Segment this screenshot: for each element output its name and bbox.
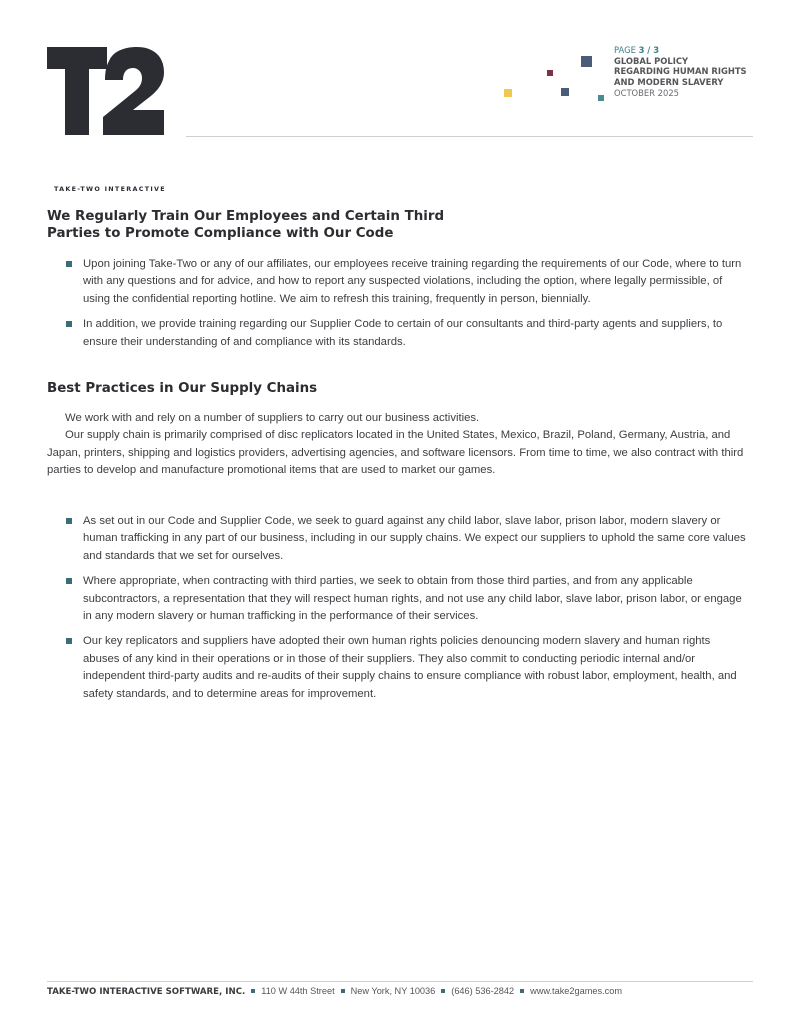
- footer: [47, 986, 622, 997]
- header-divider: [186, 136, 753, 137]
- decor-square-slate-small: [561, 88, 569, 96]
- list-item: Upon joining Take-Two or any of our affiliates, our employees receive training regarding the requirements of our Code, where to turn with any questions and for advice, and how to report any suspected violations, including the option, where legally permissible, of using the confidential reporting hotline. We aim to refresh this training, frequently in person, biennially.: [66, 256, 746, 308]
- footer-city: New York, NY 10036: [350, 986, 436, 996]
- page-number: 3 / 3: [638, 45, 660, 55]
- logo-subtitle: TAKE-TWO INTERACTIVE: [54, 185, 166, 193]
- list-item: In addition, we provide training regarding our Supplier Code to certain of our consultants and third-party agents and suppliers, to ensure their understanding of and compliance with its standards.: [66, 316, 746, 351]
- footer-divider: [47, 981, 753, 982]
- page-meta: [614, 45, 747, 99]
- supply-chain-bullet-list: [66, 513, 746, 711]
- decor-square-slate-large: [581, 56, 592, 67]
- section-heading-supply-chains: Best Practices in Our Supply Chains: [47, 381, 318, 396]
- paragraph: Our supply chain is primarily comprised of disc replicators located in the United States, Mexico, Brazil, Poland, Germany, Austria, and Japan, printers, shipping and logistics providers, advertising agencies, and software licensors. From time to time, we also contract with third parties to develop and manufacture promotional items that are used to market our games.: [47, 429, 744, 477]
- footer-company: TAKE-TWO INTERACTIVE SOFTWARE, INC.: [47, 987, 246, 997]
- decor-square-teal: [598, 95, 604, 101]
- supply-chain-paragraphs: [47, 410, 747, 480]
- decor-square-gold: [504, 89, 512, 97]
- separator-icon: [441, 989, 445, 993]
- document-title-line-1: GLOBAL POLICY: [614, 55, 689, 66]
- decor-square-maroon: [547, 70, 553, 76]
- section-heading-training: We Regularly Train Our Employees and Certain Third Parties to Promote Compliance with Our Code: [47, 209, 445, 241]
- document-title-line-2: REGARDING HUMAN RIGHTS: [614, 66, 747, 77]
- t2-logo-icon: [47, 47, 165, 135]
- document-date: OCTOBER 2025: [614, 88, 679, 99]
- training-bullet-list: [66, 256, 746, 359]
- footer-website-link[interactable]: www.take2games.com: [530, 986, 623, 996]
- separator-icon: [251, 989, 255, 993]
- separator-icon: [520, 989, 524, 993]
- list-item: Where appropriate, when contracting with third parties, we seek to obtain from those third parties, and from any applicable subcontractors, a representation that they will respect human rights, and not use any child labor, slave labor, prison labor, or engage in any modern slavery or human trafficking in the performance of their services.: [66, 573, 746, 625]
- list-item: As set out in our Code and Supplier Code, we seek to guard against any child labor, slave labor, prison labor, modern slavery or human trafficking in any part of our business, including in our supply chains. We expect our suppliers to uphold the same core values and standards that we set for ourselves.: [66, 513, 746, 565]
- list-item: Our key replicators and suppliers have adopted their own human rights policies denouncing modern slavery and human rights abuses of any kind in their operations or in those of their suppliers. They also commit to conducting periodic internal and/or independent third-party audits and re-audits of their supply chains to ensure compliance with robust labor, employment, health, and safety standards, and to determine areas for improvement.: [66, 633, 746, 703]
- paragraph: We work with and rely on a number of suppliers to carry out our business activities.: [65, 412, 480, 424]
- page-indicator: PAGE 3 / 3: [614, 45, 660, 55]
- document-title-line-3: AND MODERN SLAVERY: [614, 76, 724, 87]
- separator-icon: [341, 989, 345, 993]
- footer-phone: (646) 536-2842: [451, 986, 515, 996]
- footer-address: 110 W 44th Street: [261, 986, 335, 996]
